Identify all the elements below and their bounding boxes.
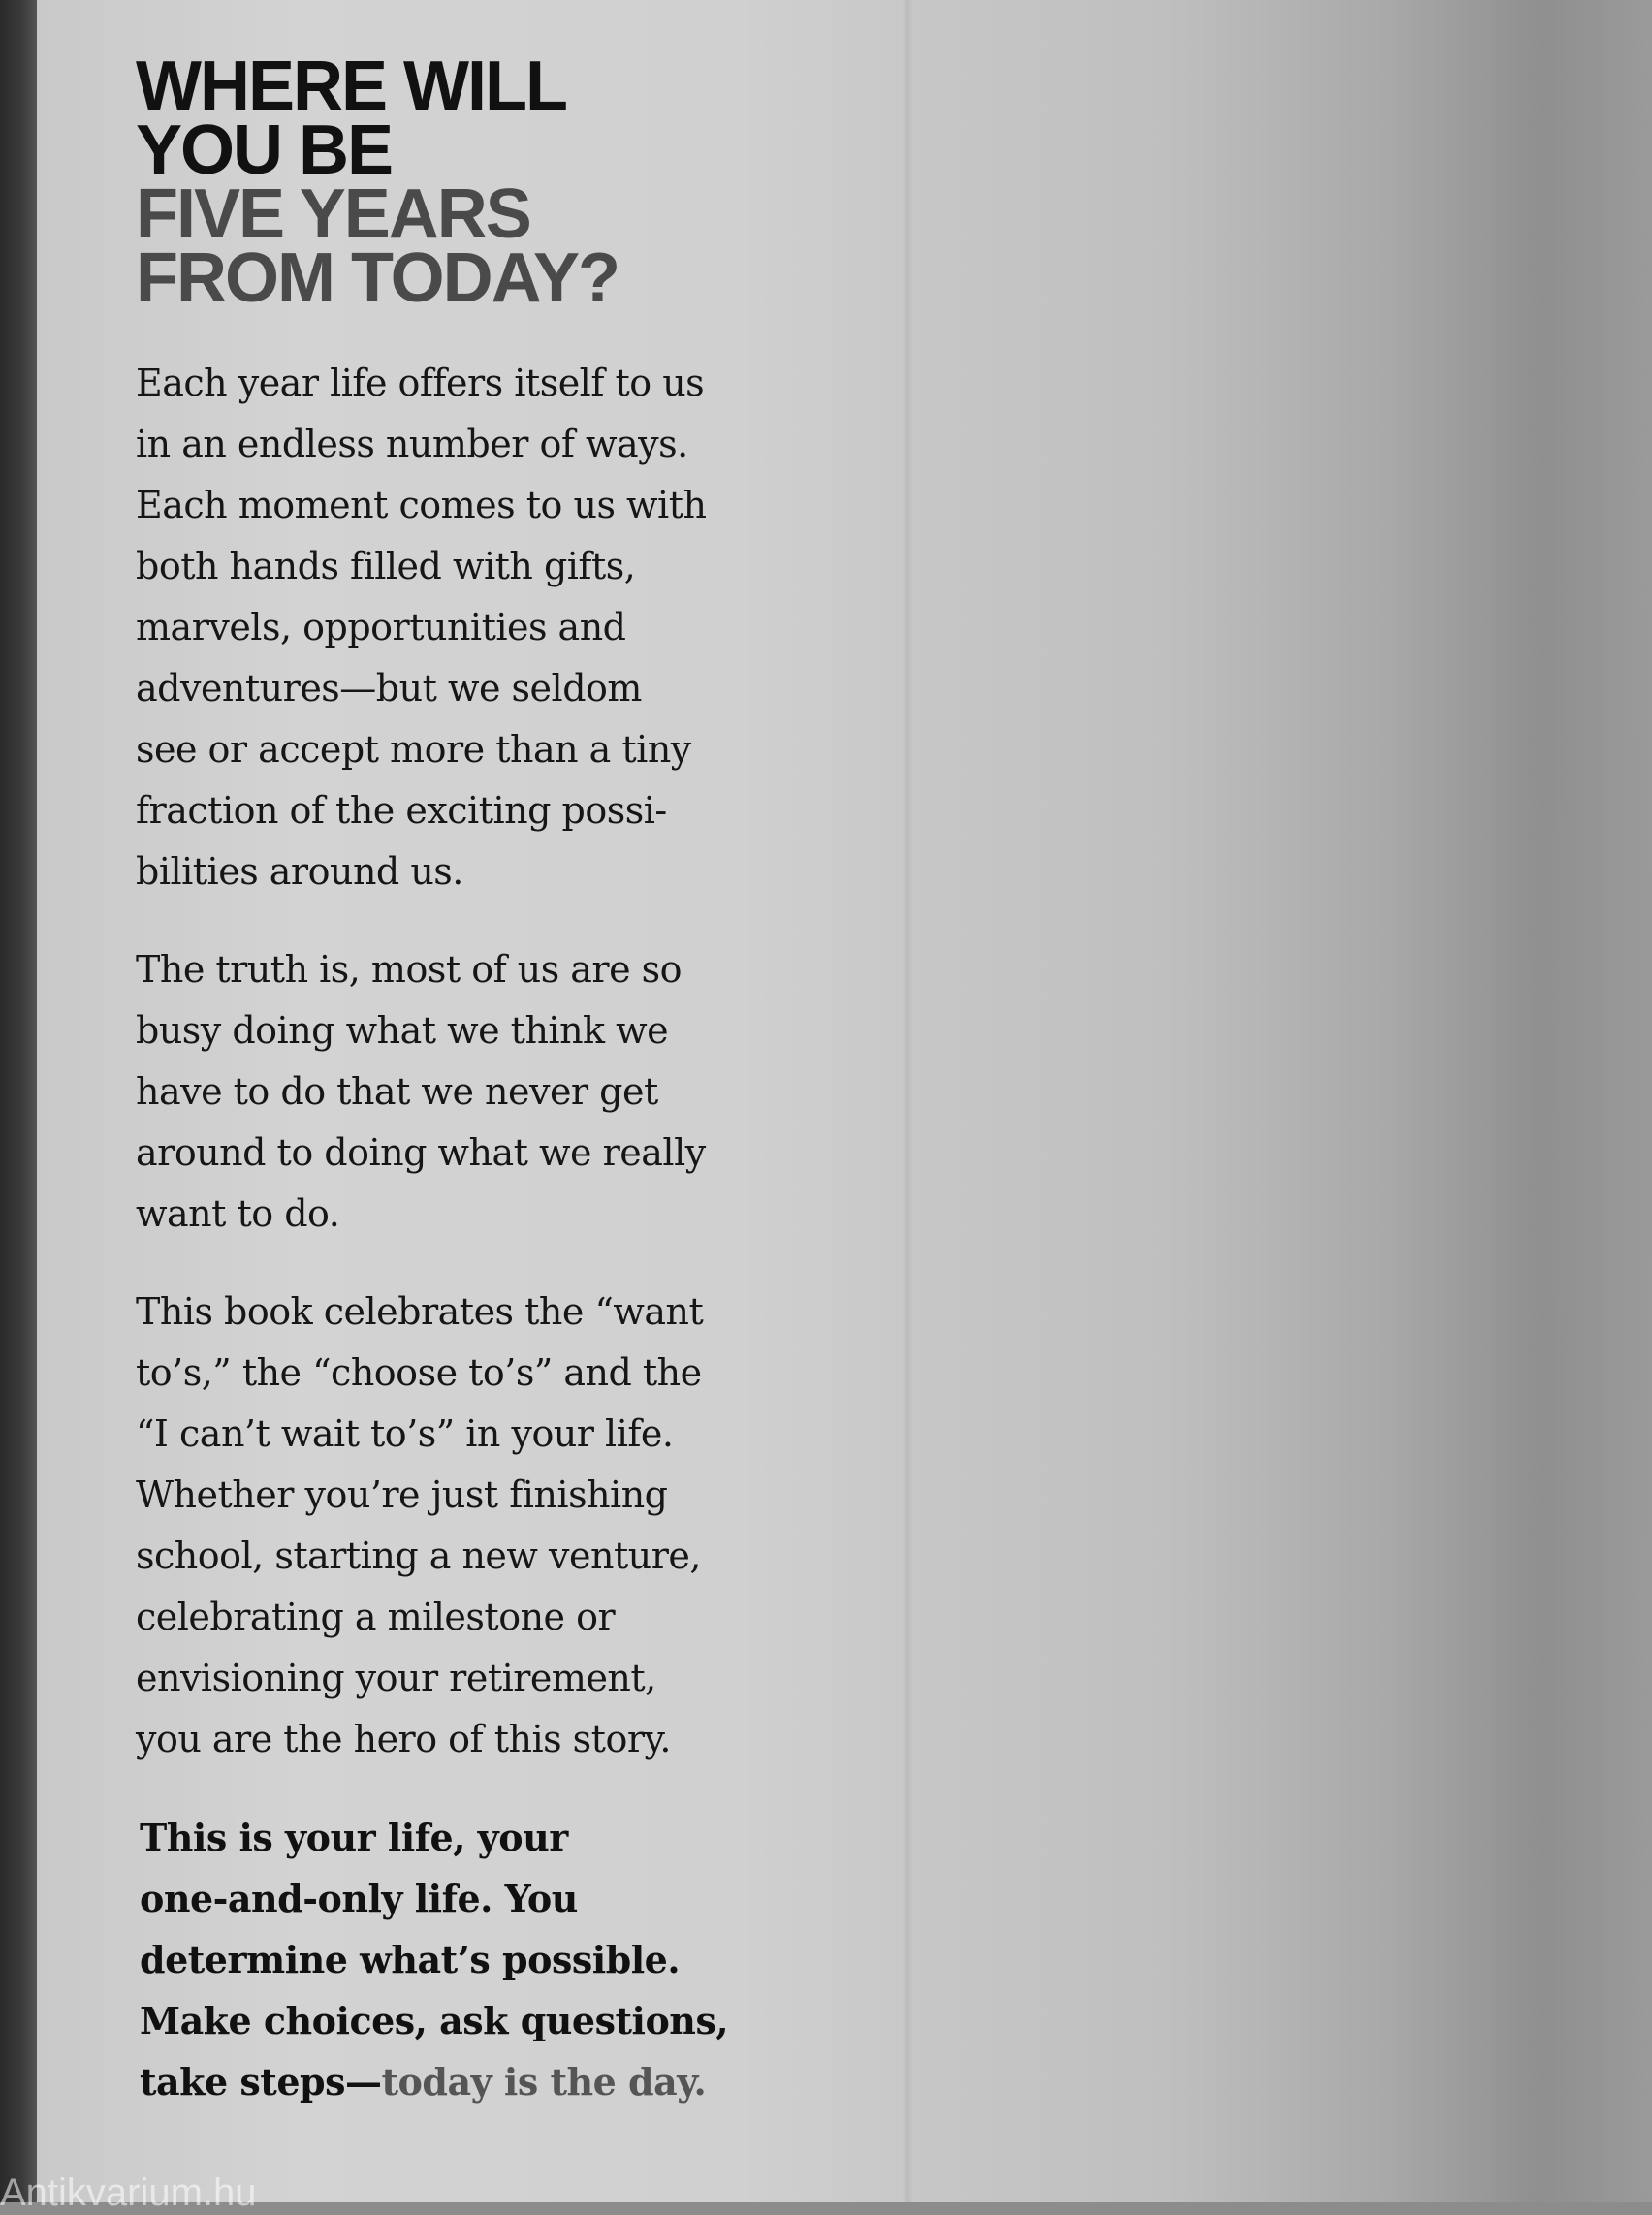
text-line: both hands filled with gifts, (136, 545, 636, 587)
text-line: around to doing what we really (136, 1131, 706, 1174)
closing-text: take steps— (140, 2060, 382, 2104)
text-line: school, starting a new venture, (136, 1535, 701, 1577)
paragraph-3 (136, 1282, 892, 1770)
headline-line-1: WHERE WILL (136, 47, 566, 125)
page-content (136, 47, 892, 2112)
text-line: want to do. (136, 1192, 340, 1235)
text-line: Each year life offers itself to us (136, 362, 705, 404)
headline-line-3: FIVE YEARS (136, 175, 530, 253)
closing-line: determine what’s possible. (140, 1938, 681, 1981)
text-line: “I can’t wait to’s” in your life. (136, 1412, 674, 1455)
text-line: bilities around us. (136, 850, 463, 893)
text-line: The truth is, most of us are so (136, 948, 683, 991)
text-line: see or accept more than a tiny (136, 728, 691, 771)
closing-line: This is your life, your (140, 1816, 568, 1859)
closing-line (140, 2051, 892, 2112)
closing-line: Make choices, ask questions, (140, 1999, 729, 2042)
text-line: celebrating a milestone or (136, 1596, 616, 1638)
text-line: Whether you’re just finishing (136, 1473, 668, 1516)
closing-statement (140, 1807, 892, 2112)
closing-line: one-and-only life. You (140, 1877, 578, 1920)
text-line: to’s,” the “choose to’s” and the (136, 1351, 702, 1394)
headline-line-2: YOU BE (136, 111, 393, 189)
headline-line-4: FROM TODAY? (136, 239, 620, 317)
headline (136, 47, 892, 317)
text-line: busy doing what we think we (136, 1009, 669, 1052)
text-line: you are the hero of this story. (136, 1718, 671, 1760)
paragraph-2 (136, 939, 892, 1245)
text-line: have to do that we never get (136, 1070, 658, 1113)
text-line: fraction of the exciting possi- (136, 789, 667, 832)
right-page (907, 0, 1652, 2202)
text-line: adventures—but we seldom (136, 667, 642, 710)
text-line: in an endless number of ways. (136, 423, 688, 465)
text-line: envisioning your retirement, (136, 1657, 656, 1699)
text-line: Each moment comes to us with (136, 484, 707, 526)
text-line: This book celebrates the “want (136, 1290, 704, 1333)
watermark: Antikvarium.hu (0, 2171, 257, 2214)
book-spine (0, 0, 37, 2202)
paragraph-1 (136, 353, 892, 902)
page-fold (902, 0, 913, 2202)
text-line: marvels, opportunities and (136, 606, 626, 649)
closing-accent-text: today is the day. (381, 2060, 707, 2104)
